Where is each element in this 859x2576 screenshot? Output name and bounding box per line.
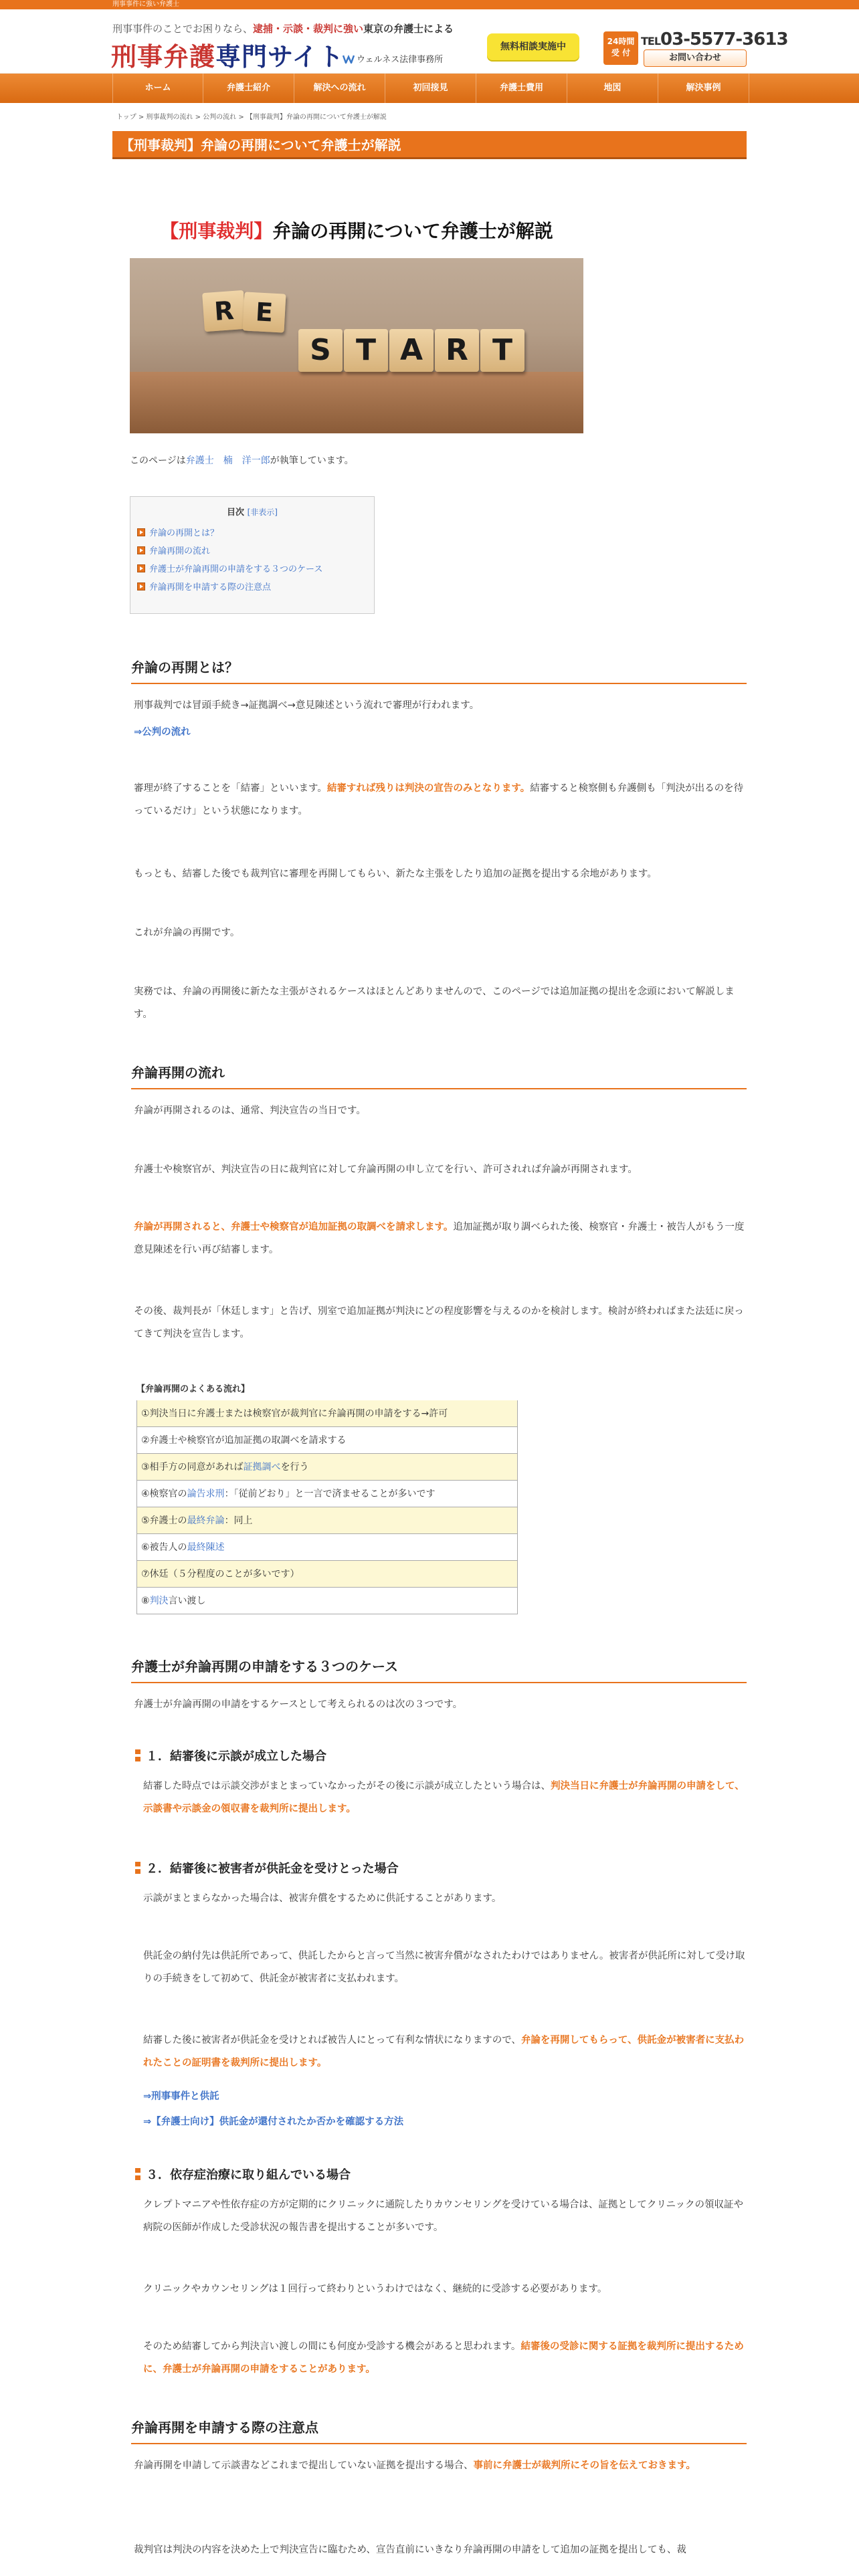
toc-item-label: 弁護士が弁論再開の申請をする３つのケース [149, 564, 323, 574]
author-link[interactable]: 弁護士 楠 洋一郎 [185, 455, 270, 466]
paragraph: 弁護士や検察官が、判決宣告の日に裁判官に対して弁論再開の申し立てを行い、許可されれば弁論が再開されます。 [134, 1164, 638, 1175]
nav-item-process[interactable]: 解決への流れ [294, 74, 385, 103]
paragraph: 刑事裁判では冒頭手続き→証拠調べ→意見陳述という流れで審理が行われます。 [134, 700, 480, 711]
flow-row [136, 1427, 518, 1454]
paragraph: その後、裁判長が「休廷します」と告げ、別室で追加証拠が判決にどの程度影響を与えるのかを検討します。検討が終わればまた法廷に戻ってきて判決を宣告します。 [134, 1306, 744, 1339]
toc-arrow-icon [137, 582, 145, 591]
flow-text: を行う [280, 1462, 309, 1473]
flow-row [136, 1534, 518, 1561]
section-heading-cases: 弁護士が弁論再開の申請をする３つのケース [131, 1656, 747, 1683]
toc-title [137, 505, 367, 518]
toc-item-label: 弁論の再開とは？ [149, 528, 219, 538]
paragraph [134, 1216, 745, 1261]
case-heading-text: ２．結審後に被害者が供託金を受けとった場合 [146, 1862, 399, 1876]
text-run: 結審した時点では示談交渉がまとまっていなかったがその後に示談が成立したという場合は、 [143, 1781, 551, 1792]
flow-text: ：同上 [224, 1515, 253, 1526]
toc-arrow-icon [137, 546, 145, 554]
highlight-text: 結審後の受診に関する証拠を裁判所に提出するために、弁護士が弁論再開の申請をすることがあります。 [143, 2341, 744, 2375]
flow-link[interactable]: 最終陳述 [187, 1542, 225, 1553]
paragraph [134, 777, 745, 823]
toc-item[interactable] [137, 524, 367, 542]
trial-flow-link[interactable]: ⇒公判の流れ [134, 727, 191, 738]
flow-text: ：「従前どおり」と一言で済ませることが多いです [224, 1489, 436, 1499]
text-run: 結審すると検察側も弁護側も「判決が出るのを待っているだけ」という状態になります。 [134, 783, 744, 817]
header-subtitle [112, 21, 454, 35]
case-heading-2 [135, 1859, 399, 1876]
site-header [0, 9, 859, 74]
flow-row [136, 1400, 518, 1427]
hero-table [130, 372, 583, 433]
nav-item-first-visit[interactable]: 初回接見 [385, 74, 476, 103]
author-post: が執筆しています。 [270, 455, 354, 466]
paragraph [143, 2029, 745, 2074]
paragraph [134, 2454, 745, 2477]
highlight-text: 結審すれば残りは判決の宣告のみとなります。 [326, 783, 531, 794]
header-subtitle-pre: 刑事事件のことでお困りなら、 [112, 23, 254, 35]
toc-item-label: 弁論再開を申請する際の注意点 [149, 582, 272, 593]
hero-block-e: E [243, 292, 286, 332]
deposit-link[interactable]: ⇒刑事事件と供託 [143, 2091, 219, 2102]
site-title-blue: 専門サイト [215, 41, 345, 72]
firm-name-text: ウェルネス法律事務所 [357, 55, 444, 65]
phone-prefix: TEL [641, 35, 661, 47]
flow-text: ③相手方の同意があれば [141, 1462, 244, 1473]
text-run: そのため結審してから判決言い渡しの間にも何度か受診する機会があると思われます。 [143, 2341, 521, 2352]
main-nav [0, 74, 859, 103]
flow-table-title: 【弁論再開のよくある流れ】 [136, 1384, 250, 1394]
text-run: 弁論再開を申請して示談書などこれまで提出していない証拠を提出する場合、 [134, 2460, 474, 2471]
contact-button[interactable]: お問い合わせ [644, 49, 747, 67]
paragraph: 示談がまとまらなかった場合は、被害弁償をするために供託することがあります。 [143, 1893, 502, 1904]
highlight-text: 弁論を再開してもらって、供託金が被害者に支払われたことの証明書を裁判所に提出します。 [143, 2035, 745, 2068]
paragraph: 弁論が再開されるのは、通常、判決宣告の当日です。 [134, 1105, 366, 1116]
section-heading-notes: 弁論再開を申請する際の注意点 [131, 2417, 747, 2444]
site-title[interactable] [111, 36, 344, 73]
flow-text: ⑧ [141, 1596, 150, 1606]
firm-name [343, 52, 443, 65]
hero-block-t2: T [480, 329, 524, 372]
paragraph-link [143, 2111, 745, 2133]
nav-item-fees[interactable]: 弁護士費用 [476, 74, 567, 103]
case-heading-text: １．結審後に示談が成立した場合 [146, 1749, 326, 1763]
hero-title-red: 【刑事裁判】 [160, 220, 273, 242]
nav-item-map[interactable]: 地図 [567, 74, 658, 103]
firm-logo-icon [343, 54, 355, 64]
hero-block-t1: T [344, 329, 388, 372]
hero-image [130, 181, 583, 433]
header-subtitle-highlight: 逮捕・示談・裁判に強い [253, 23, 364, 35]
flow-text: ④検察官の [141, 1489, 187, 1499]
heading-marker-icon [135, 2168, 140, 2180]
hero-title [130, 217, 583, 243]
nav-item-cases[interactable]: 解決事例 [658, 74, 749, 103]
hero-block-a: A [389, 329, 434, 372]
section-heading-about: 弁論の再開とは？ [131, 657, 747, 684]
flow-link[interactable]: 判決 [149, 1596, 169, 1606]
paragraph-link [134, 721, 745, 744]
page-title: 【刑事裁判】弁論の再開について弁護士が解説 [112, 131, 747, 159]
text-run: 審理が終了することを「結審」といいます。 [134, 783, 327, 794]
toc-item-label: 弁論再開の流れ [149, 546, 211, 556]
header-subtitle-post: 東京の弁護士による [363, 23, 454, 35]
flow-text: ①判決当日に弁護士または検察官が裁判官に弁論再開の申請をする→許可 [141, 1408, 448, 1419]
heading-marker-icon [135, 1862, 140, 1874]
flow-text: 言い渡し [168, 1596, 206, 1606]
flow-text: ⑦休廷（５分程度のことが多いです） [141, 1569, 300, 1580]
toc-toggle[interactable]: [非表示] [247, 508, 278, 517]
hero-block-r: R [202, 290, 246, 332]
text-run: 追加証拠が取り調べられた後、検察官・弁護士・被告人がもう一度意見陳述を行い再び結審します。 [134, 1222, 745, 1255]
paragraph: クリニックやカウンセリングは１回行って終わりというわけではなく、継続的に受診する必要があります。 [143, 2284, 607, 2294]
flow-link[interactable]: 証拠調べ [243, 1462, 281, 1473]
phone-number[interactable] [641, 29, 788, 49]
paragraph-link [143, 2085, 745, 2108]
24h-badge-line2: 受 付 [611, 48, 631, 58]
flow-row [136, 1454, 518, 1481]
deposit-check-link[interactable]: ⇒【弁護士向け】供託金が還付されたか否かを確認する方法 [143, 2117, 404, 2127]
paragraph: もっとも、結審した後でも裁判官に審理を再開してもらい、新たな主張をしたり追加の証拠を提出する余地があります。 [134, 869, 657, 879]
case-heading-1 [135, 1747, 326, 1764]
hero-block-r2: R [435, 329, 479, 372]
flow-row [136, 1588, 518, 1614]
paragraph [143, 2335, 745, 2381]
paragraph: 弁護士が弁論再開の申請をするケースとして考えられるのは次の３つです。 [134, 1699, 463, 1710]
phone-number-text: 03-5577-3613 [660, 29, 788, 49]
author-pre: このページは [130, 455, 186, 466]
toc-arrow-icon [137, 528, 145, 536]
toc-item[interactable] [137, 560, 367, 578]
highlight-text: 弁論が再開されると、弁護士や検察官が追加証拠の取調べを請求します。 [134, 1222, 454, 1232]
highlight-text: 判決当日に弁護士が弁論再開の申請をして、示談書や示談金の領収書を裁判所に提出します。 [143, 1781, 745, 1814]
heading-marker-icon [135, 1749, 140, 1761]
flow-link[interactable]: 論告求刑 [187, 1489, 225, 1499]
toc-item[interactable] [137, 542, 367, 560]
24h-badge-line1: 24時間 [607, 37, 635, 46]
toc-title-text: 目次 [227, 508, 245, 518]
author-line [130, 453, 354, 467]
highlight-text: 事前に弁護士が裁判所にその旨を伝えておきます。 [473, 2460, 696, 2471]
flow-row [136, 1481, 518, 1507]
flow-text: ⑤弁護士の [141, 1515, 187, 1526]
case-heading-3 [135, 2165, 351, 2183]
paragraph: これが弁論の再開です。 [134, 928, 240, 938]
case-heading-text: ３．依存症治療に取り組んでいる場合 [146, 2168, 351, 2182]
flow-row [136, 1507, 518, 1534]
flow-text: ⑥被告人の [141, 1542, 187, 1553]
flow-table [136, 1382, 518, 1614]
nav-item-home[interactable]: ホーム [112, 74, 203, 103]
table-of-contents [130, 496, 375, 614]
paragraph: クレプトマニアや性依存症の方が定期的にクリニックに通院したりカウンセリングを受けている場合は、証拠としてクリニックの領収証や病院の医師が作成した受診状況の報告書を提出することが多いです。 [143, 2199, 743, 2233]
top-bar-text: 刑事事件に強い弁護士 [112, 1, 179, 8]
text-run: 結審した後に被害者が供託金を受けとれば被告人にとって有利な情状になりますので、 [143, 2035, 521, 2046]
hero-block-s: S [298, 329, 343, 372]
hero-title-black: 弁論の再開について弁護士が解説 [272, 220, 553, 242]
paragraph: 供託金の納付先は供託所であって、供託したからと言って当然に被害弁償がなされたわけではありません。被害者が供託所に対して受け取りの手続きをして初めて、供託金が被害者に支払われます。 [143, 1951, 745, 1984]
24h-badge [603, 31, 638, 65]
top-bar [0, 0, 859, 9]
free-consult-button[interactable]: 無料相談実施中 [487, 33, 579, 60]
section-heading-flow: 弁論再開の流れ [131, 1062, 747, 1089]
flow-link[interactable]: 最終弁論 [187, 1515, 225, 1526]
paragraph: 実務では、弁論の再開後に新たな主張がされるケースはほとんどありませんので、このページでは追加証拠の提出を念頭において解説します。 [134, 986, 735, 1020]
toc-item[interactable] [137, 578, 367, 597]
breadcrumb[interactable]: トップ > 刑事裁判の流れ > 公判の流れ > 【刑事裁判】弁論の再開について弁護士が解説 [116, 114, 387, 121]
flow-row [136, 1561, 518, 1588]
paragraph: 裁判官は判決の内容を決めた上で判決宣告に臨むため、宣告直前にいきなり弁論再開の申請をして追加の証拠を提出しても、裁 [134, 2545, 686, 2555]
flow-text: ②弁護士や検察官が追加証拠の取調べを請求する [141, 1435, 347, 1446]
paragraph [143, 1775, 745, 1820]
nav-item-lawyers[interactable]: 弁護士紹介 [203, 74, 294, 103]
toc-arrow-icon [137, 564, 145, 572]
site-title-red: 刑事弁護 [111, 41, 216, 72]
